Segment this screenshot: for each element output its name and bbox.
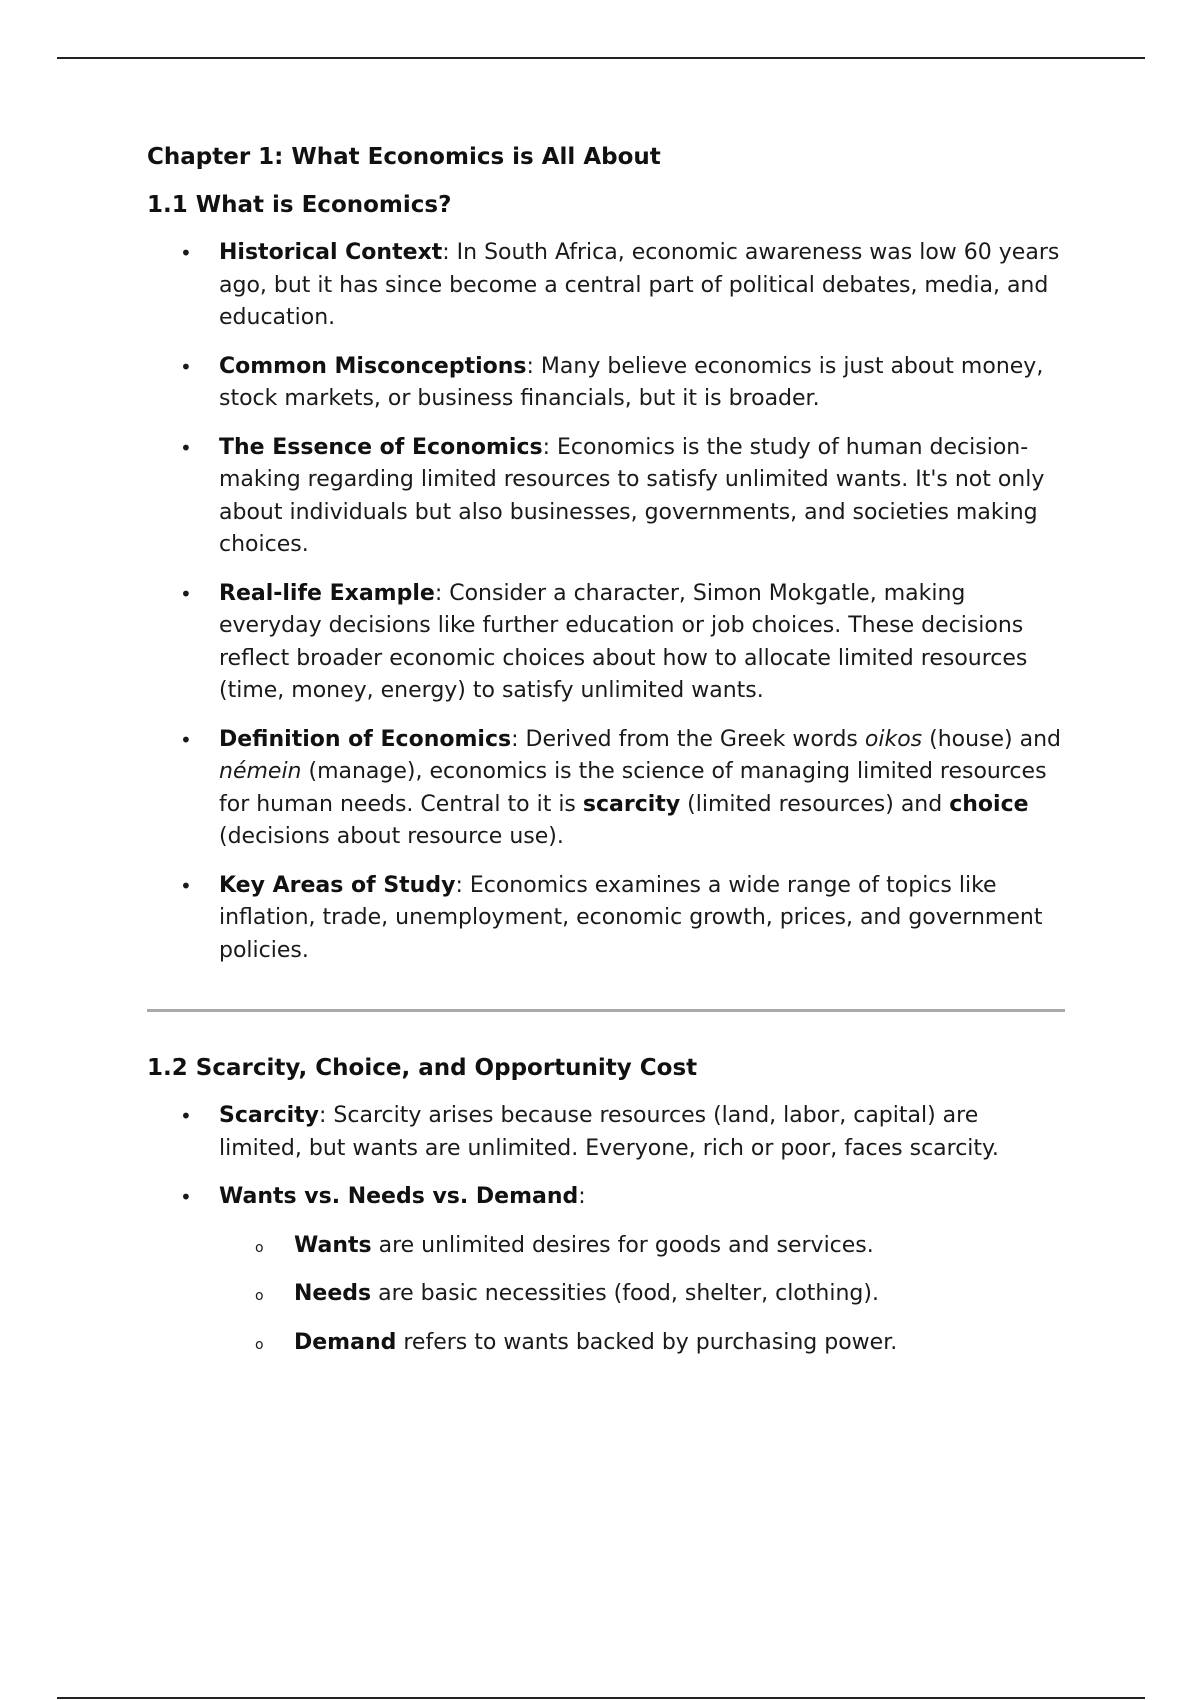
greek-word-nemein: némein xyxy=(219,759,302,784)
description: : xyxy=(578,1184,586,1209)
list-item xyxy=(147,1100,1067,1165)
sub-list xyxy=(147,1230,1067,1360)
description: : Economics examines a wide range of topics like inflation, trade, unemployment, economic growth, prices, and government policies. xyxy=(219,872,1043,963)
description: : Economics is the study of human decision-making regarding limited resources to satisfy unlimited wants. It's not only about individuals but also businesses, governments, and societies making choices. xyxy=(219,434,1045,557)
description: are unlimited desires for goods and services. xyxy=(371,1232,874,1258)
description-part: (decisions about resource use). xyxy=(219,824,564,849)
term: Real-life Example xyxy=(219,580,435,606)
sub-list-item xyxy=(147,1278,1067,1311)
description: refers to wants backed by purchasing power. xyxy=(396,1329,898,1355)
description-part: (manage), economics is the science of managing limited resources for human needs. Central to it is xyxy=(219,759,1047,817)
sub-list-item xyxy=(147,1230,1067,1263)
section-title-1-1: 1.1 What is Economics? xyxy=(147,192,452,218)
description-part: (limited resources) and xyxy=(680,791,950,817)
term-choice: choice xyxy=(949,791,1029,817)
list-item xyxy=(147,237,1067,335)
term: Historical Context xyxy=(219,240,443,265)
chapter-title: Chapter 1: What Economics is All About xyxy=(147,144,661,170)
description-part: (house) and xyxy=(922,726,1062,752)
term: Definition of Economics xyxy=(219,726,512,752)
term: Common Misconceptions xyxy=(219,353,527,379)
term: Demand xyxy=(294,1329,397,1355)
list-item xyxy=(147,1181,1067,1359)
greek-word-oikos: oikos xyxy=(864,726,923,752)
bullet-icon: • xyxy=(180,1185,192,1209)
sub-bullet-icon: o xyxy=(255,1239,264,1256)
bullet-icon: • xyxy=(180,241,192,265)
term: Scarcity xyxy=(219,1103,320,1128)
bullet-icon: • xyxy=(180,727,192,752)
section-title-1-2: 1.2 Scarcity, Choice, and Opportunity Cost xyxy=(147,1055,698,1081)
term: Wants vs. Needs vs. Demand xyxy=(219,1184,579,1209)
bullet-icon: • xyxy=(180,1104,192,1128)
list-item xyxy=(147,351,1067,416)
term: Key Areas of Study xyxy=(219,872,456,898)
description: : Scarcity arises because resources (land, labor, capital) are limited, but wants are unlimited. Everyone, rich or poor, faces scarcity. xyxy=(219,1103,999,1161)
bullet-icon: • xyxy=(180,354,192,379)
section-divider xyxy=(147,1009,1065,1012)
description: : Consider a character, Simon Mokgatle, making everyday decisions like further education or job choices. These decisions reflect broader economic choices about how to allocate limited resources (time, money, energy) to satisfy unlimited wants. xyxy=(219,580,1028,703)
sub-bullet-icon: o xyxy=(255,1288,264,1304)
term-scarcity: scarcity xyxy=(582,791,681,817)
list-item xyxy=(147,870,1067,968)
bullet-icon: • xyxy=(180,435,192,460)
term: The Essence of Economics xyxy=(219,434,543,460)
term: Wants xyxy=(294,1232,372,1258)
section-1-1-list xyxy=(147,237,1067,967)
term: Needs xyxy=(294,1281,372,1306)
list-item xyxy=(147,432,1067,562)
bullet-icon: • xyxy=(180,873,192,898)
document-body xyxy=(147,141,1067,1375)
description: are basic necessities (food, shelter, clothing). xyxy=(371,1281,879,1306)
bullet-icon: • xyxy=(180,581,192,606)
list-item xyxy=(147,578,1067,708)
description-part: : Derived from the Greek words xyxy=(511,726,865,752)
list-item xyxy=(147,724,1067,854)
page-footer-rule xyxy=(57,1697,1145,1699)
section-1-2-list xyxy=(147,1100,1067,1359)
sub-list-item xyxy=(147,1327,1067,1360)
sub-bullet-icon: o xyxy=(255,1336,264,1353)
page-header-rule xyxy=(57,57,1145,59)
description: : In South Africa, economic awareness was low 60 years ago, but it has since become a central part of political debates, media, and education. xyxy=(219,240,1060,330)
description: : Many believe economics is just about money, stock markets, or business financials, but it is broader. xyxy=(219,353,1044,411)
